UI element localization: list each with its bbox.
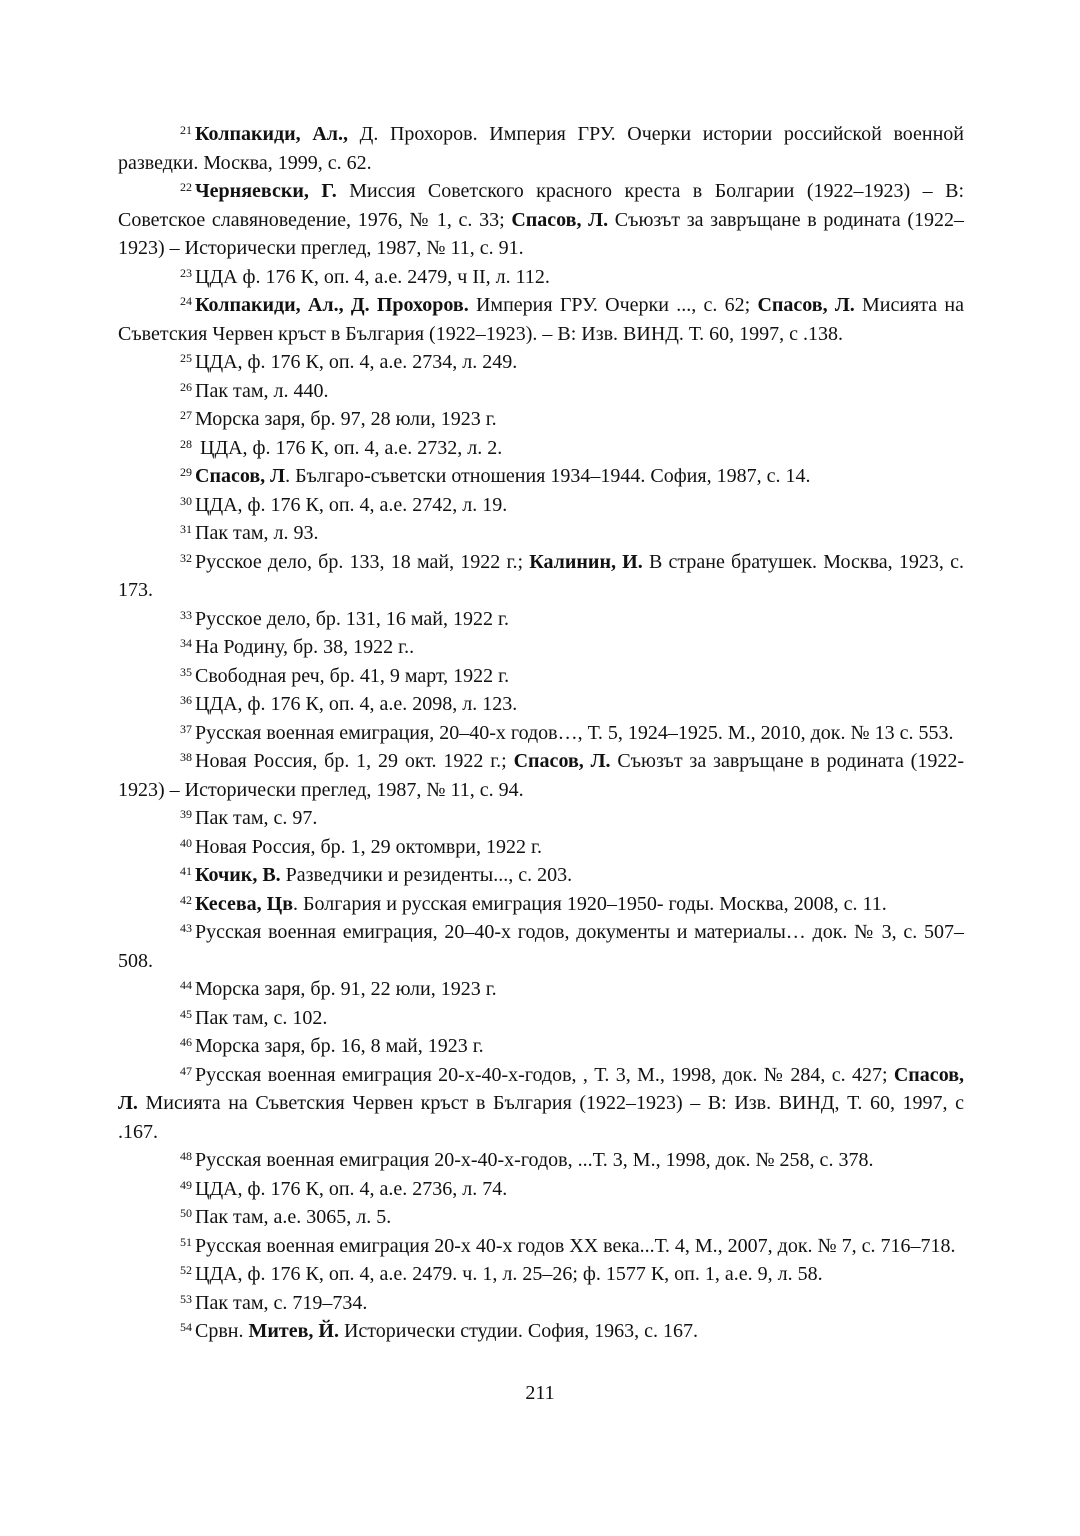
footnote-number: 29 [180, 465, 192, 479]
footnote-23 [118, 263, 964, 292]
footnote-26 [118, 377, 964, 406]
footnote-54 [118, 1317, 964, 1346]
footnote-30 [118, 491, 964, 520]
footnote-text: В стране братушек. Москва, 1923, с. 173. [118, 550, 964, 601]
footnote-text: Русская военная емиграция, 20–40-х годов…, Т. 5, 1924–1925. М., 2010, док. № 13 с. 553. [195, 721, 954, 744]
footnote-text: Русское дело, бр. 131, 16 май, 1922 г. [195, 607, 509, 630]
footnote-number: 49 [180, 1177, 192, 1192]
footnote-number: 45 [180, 1006, 192, 1021]
footnote-number: 40 [180, 835, 192, 850]
footnote-number: 27 [180, 408, 192, 422]
footnote-number: 22 [180, 180, 192, 194]
footnote-text: ЦДА, ф. 176 К, оп. 4, а.е. 2098, л. 123. [195, 693, 518, 715]
footnote-36 [118, 690, 964, 719]
footnote-number: 39 [180, 807, 192, 821]
footnote-48 [118, 1146, 964, 1175]
footnote-number: 34 [180, 636, 192, 650]
footnote-49 [118, 1175, 964, 1204]
footnote-text: Морска заря, бр. 97, 28 юли, 1923 г. [195, 408, 497, 430]
footnote-47 [118, 1061, 964, 1147]
footnote-number: 54 [180, 1320, 192, 1334]
footnote-45 [118, 1004, 964, 1033]
footnotes-list [118, 120, 964, 1346]
footnote-text: Русское дело, бр. 133, 18 май, 1922 г.; [195, 550, 530, 573]
footnote-text: Русская военная емиграция 20-х 40-х годов XX века...Т. 4, М., 2007, док. № 7, с. 716–718. [195, 1234, 956, 1257]
footnote-text: Русская военная емиграция 20-х-40-х-годов, ...Т. 3, М., 1998, док. № 258, с. 378. [195, 1149, 874, 1171]
footnote-text: ЦДА, ф. 176 К, оп. 4, а.е. 2736, л. 74. [195, 1177, 508, 1200]
footnote-text: ЦДА, ф. 176 К, оп. 4, а.е. 2479. ч. 1, л. 25–26; ф. 1577 К, оп. 1, а.е. 9, л. 58. [195, 1263, 823, 1285]
footnote-21 [118, 120, 964, 177]
footnote-number: 43 [180, 921, 192, 935]
footnote-text: Мисията на Съветския Червен кръст в България (1922–1923). – В: Изв. ВИНД. Т. 60, 1997, с .138. [118, 294, 964, 345]
footnote-text: Морска заря, бр. 91, 22 юли, 1923 г. [195, 978, 497, 1000]
footnote-24 [118, 291, 964, 348]
footnote-text: Пак там, л. 440. [195, 379, 329, 402]
footnote-number: 30 [180, 493, 192, 508]
footnote-text: Пак там, с. 102. [195, 1006, 328, 1029]
footnote-44 [118, 975, 964, 1004]
author-name: Спасов, Л. [757, 294, 855, 316]
footnote-52 [118, 1260, 964, 1289]
footnote-number: 24 [180, 294, 192, 308]
footnote-number: 44 [180, 978, 192, 992]
footnote-number: 23 [180, 265, 192, 280]
footnote-text: На Родину, бр. 38, 1922 г.. [195, 636, 415, 658]
footnote-42 [118, 890, 964, 919]
footnote-text: Пак там, л. 93. [195, 522, 319, 544]
page-number: 211 [525, 1382, 555, 1404]
footnote-37 [118, 719, 964, 748]
footnote-text: Пак там, с. 97. [195, 807, 318, 829]
footnote-text: ЦДА, ф. 176 К, оп. 4, а.е. 2742, л. 19. [195, 493, 508, 516]
author-name: Спасов, Л [195, 465, 286, 487]
footnote-number: 21 [180, 123, 192, 137]
footnote-33 [118, 605, 964, 634]
footnote-text: Разведчики и резиденты..., с. 203. [280, 864, 573, 886]
footnote-text: Свободная реч, бр. 41, 9 март, 1922 г. [195, 664, 510, 687]
footnote-number: 31 [180, 522, 192, 536]
footnote-32 [118, 548, 964, 605]
author-name: Кесева, Цв [195, 892, 294, 915]
footnote-35 [118, 662, 964, 691]
footnote-number: 38 [180, 750, 192, 764]
footnote-text: Пак там, а.е. 3065, л. 5. [195, 1206, 392, 1228]
footnote-number: 47 [180, 1063, 192, 1078]
footnote-53 [118, 1289, 964, 1318]
footnote-text: Мисията на Съветския Червен кръст в България (1922–1923) – В: Изв. ВИНД, Т. 60, 1997, с .167. [118, 1092, 964, 1143]
footnote-number: 42 [180, 892, 192, 907]
footnote-number: 36 [180, 693, 192, 707]
footnote-text: Миссия Советского красного креста в Болгарии (1922–1923) – В: Советское славяноведение, 1976, № 1, с. 33; [118, 180, 964, 231]
footnote-29 [118, 462, 964, 491]
footnote-50 [118, 1203, 964, 1232]
footnote-text: ЦДА, ф. 176 К, оп. 4, а.е. 2734, л. 249. [195, 351, 518, 373]
footnote-number: 35 [180, 664, 192, 679]
footnote-43 [118, 918, 964, 975]
footnote-31 [118, 519, 964, 548]
footnote-number: 52 [180, 1263, 192, 1277]
footnote-text: Морска заря, бр. 16, 8 май, 1923 г. [195, 1035, 484, 1057]
footnote-51 [118, 1232, 964, 1261]
footnote-34 [118, 633, 964, 662]
footnote-text: Империя ГРУ. Очерки ..., с. 62; [468, 294, 758, 316]
footnote-number: 46 [180, 1035, 192, 1049]
footnote-40 [118, 833, 964, 862]
footnote-text: ЦДА, ф. 176 К, оп. 4, а.е. 2732, л. 2. [195, 436, 503, 459]
author-name: Черняевски, Г. [195, 180, 337, 202]
footnote-text: Срвн. [195, 1320, 249, 1342]
footnote-text: . Българо-съветски отношения 1934–1944. София, 1987, с. 14. [285, 465, 811, 487]
footnote-text: . Болгария и русская емиграция 1920–1950- годы. Москва, 2008, с. 11. [293, 892, 887, 915]
footnote-28 [118, 434, 964, 463]
footnote-38 [118, 747, 964, 804]
footnote-41 [118, 861, 964, 890]
author-name: Колпакиди, Ал., [195, 123, 349, 145]
footnote-number: 28 [180, 436, 192, 451]
author-name: Спасов, Л. [118, 1063, 964, 1114]
footnote-text: Новая Россия, бр. 1, 29 окт. 1922 г.; [195, 750, 514, 772]
footnote-text: Съюзът за завръщане в родината (1922–1923) – Исторически преглед, 1987, № 11, с. 91. [118, 208, 964, 259]
footnote-number: 48 [180, 1149, 192, 1163]
footnote-text: Новая Россия, бр. 1, 29 октомври, 1922 г. [195, 835, 542, 858]
footnote-number: 53 [180, 1291, 192, 1306]
footnote-number: 32 [180, 550, 192, 565]
author-name: Колпакиди, Ал., Д. Прохоров. [195, 294, 469, 316]
footnote-number: 41 [180, 864, 192, 878]
footnote-text: Пак там, с. 719–734. [195, 1291, 368, 1314]
footnote-number: 25 [180, 351, 192, 365]
author-name: Кочик, В. [195, 864, 281, 886]
author-name: Спасов, Л. [511, 208, 609, 231]
footnote-text: Русская военная емиграция, 20–40-х годов, документы и материалы… док. № 3, с. 507–508. [118, 921, 964, 972]
footnote-25 [118, 348, 964, 377]
footnote-number: 51 [180, 1234, 192, 1249]
footnote-text: Съюзът за завръщане в родината (1922-1923) – Исторически преглед, 1987, № 11, с. 94. [118, 750, 964, 801]
footnote-text: Исторически студии. София, 1963, с. 167. [338, 1320, 698, 1342]
footnote-number: 26 [180, 379, 192, 394]
footnote-number: 33 [180, 607, 192, 622]
author-name: Митев, Й. [248, 1320, 339, 1342]
author-name: Калинин, И. [529, 550, 643, 573]
footnote-27 [118, 405, 964, 434]
footnote-22 [118, 177, 964, 263]
footnote-number: 37 [180, 721, 192, 736]
footnote-number: 50 [180, 1206, 192, 1220]
author-name: Спасов, Л. [513, 750, 611, 772]
footnote-text: ЦДА ф. 176 К, оп. 4, а.е. 2479, ч II, л. 112. [195, 265, 550, 288]
footnote-46 [118, 1032, 964, 1061]
footnote-text: Д. Прохоров. Империя ГРУ. Очерки истории российской военной разведки. Москва, 1999, с. 62. [118, 123, 964, 174]
footnote-39 [118, 804, 964, 833]
footnote-text: Русская военная емиграция 20-х-40-х-годов, , Т. 3, М., 1998, док. № 284, с. 427; [195, 1063, 894, 1086]
